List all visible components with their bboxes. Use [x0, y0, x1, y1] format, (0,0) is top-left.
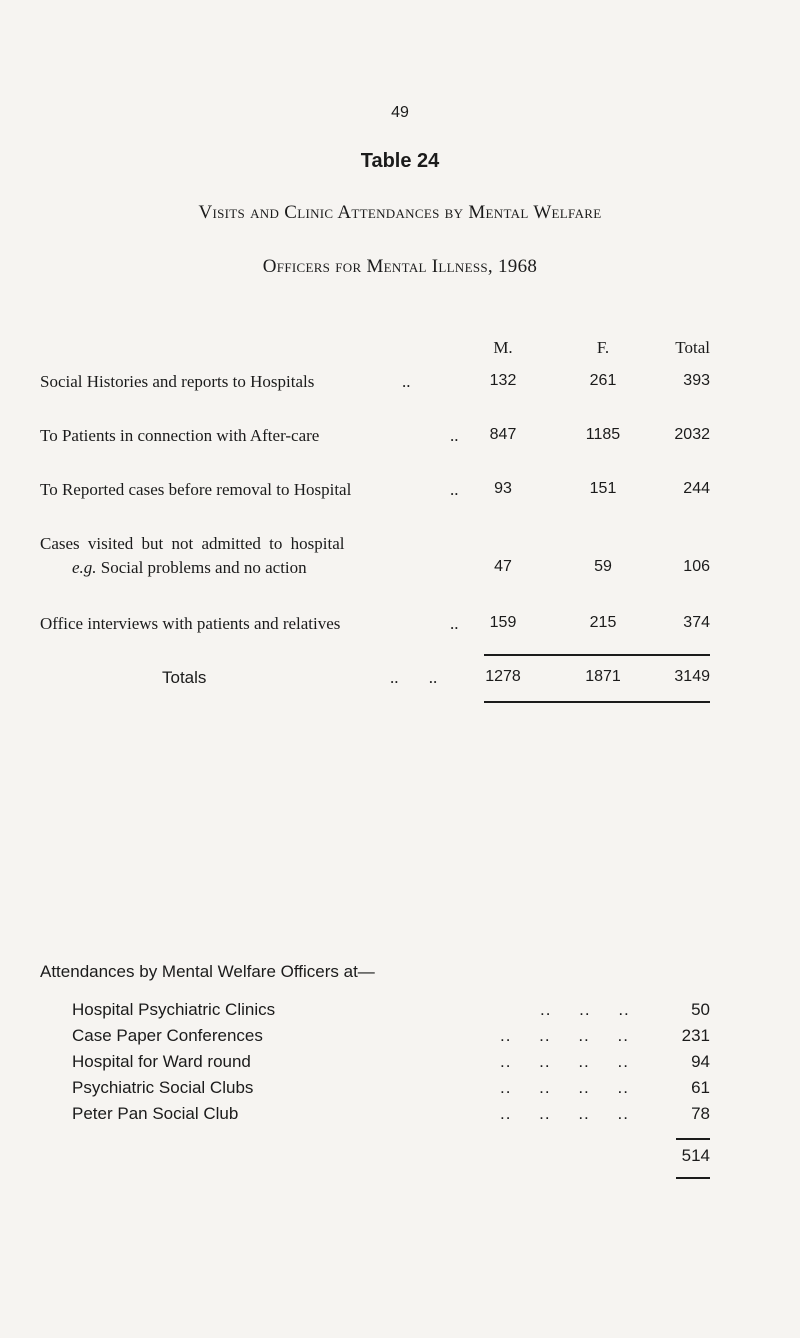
leader-dots: ..	[450, 426, 459, 445]
list-item	[0, 1026, 800, 1048]
leader-dots: ..	[450, 614, 459, 633]
attendance-value: 231	[681, 1026, 710, 1045]
row-label-detail: Social problems and no action	[96, 558, 307, 577]
row-label: Office interviews with patients and relatives	[40, 614, 341, 633]
totals-top-rule	[484, 654, 710, 656]
list-item	[0, 1052, 800, 1074]
totals-total: 3149	[674, 668, 710, 685]
attendances-total: 514	[681, 1146, 710, 1165]
column-header-total: Total	[675, 338, 710, 357]
table-row	[0, 372, 800, 396]
column-header-m: M.	[493, 338, 513, 357]
leader-dots: .. .. .. ..	[500, 1026, 629, 1045]
leader-dots: ..	[402, 372, 411, 391]
list-item	[0, 1104, 800, 1126]
cell-total: 106	[683, 558, 710, 575]
row-label-eg: e.g.	[72, 558, 97, 577]
page-number: 49	[391, 104, 409, 121]
caption-line-2: Officers for Mental Illness, 1968	[262, 256, 538, 277]
attendance-label: Hospital Psychiatric Clinics	[72, 1000, 276, 1019]
cell-f: 261	[589, 372, 617, 389]
attendance-label: Peter Pan Social Club	[72, 1104, 239, 1123]
table-row	[0, 534, 800, 584]
row-label: To Reported cases before removal to Hospital	[40, 480, 352, 499]
attendances-bottom-rule	[676, 1177, 710, 1179]
cell-f: 151	[589, 480, 617, 497]
attendance-label: Psychiatric Social Clubs	[72, 1078, 254, 1097]
attendances-total-row	[0, 1146, 800, 1168]
leader-dots: .. .. .. ..	[500, 1078, 629, 1097]
totals-f: 1871	[585, 668, 621, 685]
leader-dots: ..	[450, 480, 459, 499]
cell-m: 93	[494, 480, 512, 497]
totals-m: 1278	[485, 668, 521, 685]
list-item	[0, 1078, 800, 1100]
attendance-value: 61	[691, 1078, 710, 1097]
totals-row	[0, 668, 800, 692]
cell-m: 47	[494, 558, 512, 575]
leader-dots: .. .. ..	[540, 1000, 630, 1019]
cell-f: 1185	[585, 426, 621, 443]
totals-label: Totals	[162, 668, 207, 687]
cell-m: 847	[489, 426, 517, 443]
attendance-label: Hospital for Ward round	[72, 1052, 251, 1071]
attendances-heading: Attendances by Mental Welfare Officers at—	[40, 962, 375, 981]
totals-bottom-rule	[484, 701, 710, 703]
caption-line-1: Visits and Clinic Attendances by Mental Welfare	[198, 202, 602, 223]
table-title: Table 24	[360, 150, 440, 172]
cell-f: 215	[589, 614, 617, 631]
row-label-continued	[72, 558, 307, 578]
attendances-top-rule	[676, 1138, 710, 1140]
cell-total: 393	[683, 372, 710, 389]
leader-dots: .. .. .. ..	[500, 1052, 629, 1071]
row-label: To Patients in connection with After-care	[40, 426, 320, 445]
cell-f: 59	[594, 558, 612, 575]
list-item	[0, 1000, 800, 1022]
cell-total: 374	[683, 614, 710, 631]
cell-m: 132	[489, 372, 517, 389]
leader-dots: .. .. .. ..	[500, 1104, 629, 1123]
attendance-value: 94	[691, 1052, 710, 1071]
cell-total: 244	[683, 480, 710, 497]
row-label: Cases visited but not admitted to hospital	[40, 534, 345, 553]
leader-dots: .. ..	[390, 668, 438, 687]
attendance-value: 50	[691, 1000, 710, 1019]
attendance-value: 78	[691, 1104, 710, 1123]
column-header-f: F.	[596, 338, 610, 357]
row-label: Social Histories and reports to Hospitals	[40, 372, 315, 391]
cell-total: 2032	[674, 426, 710, 443]
attendance-label: Case Paper Conferences	[72, 1026, 263, 1045]
table-row	[0, 480, 800, 504]
cell-m: 159	[489, 614, 517, 631]
table-row	[0, 426, 800, 450]
table-row	[0, 614, 800, 638]
